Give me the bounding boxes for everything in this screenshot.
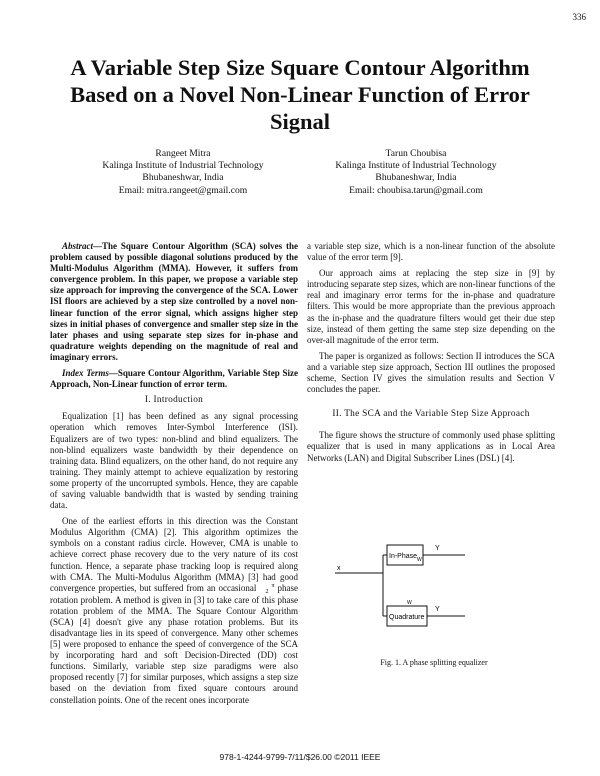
section-1-heading: I. Introduction <box>144 395 204 406</box>
author-location: Bhubaneshwar, India <box>142 172 224 184</box>
abstract <box>50 241 298 363</box>
paragraph <box>50 516 298 706</box>
author-affiliation: Kalinga Institute of Industrial Technology <box>335 160 497 172</box>
paragraph-text: phase rotation problem. A method is given in [3] to take care of this phase rotation problem of the MMA. The Square Contour Algorithm (SCA) [4] doesn't give any phase rotation problems. But its disadvantage lies in its speed of convergence. Many other schemes [5] were proposed to enhance the speed of convergence of the SCA by incorporating hard and soft Decision-Directed (DD) cost functions. Similarly, variable step size paradigms were also proposed recently [7] for similar purposes, which assigns a step size based on the deviation from fixed square contours around constellation points. One of the recent ones incorporate <box>50 582 298 705</box>
section-2-heading: II. The SCA and the Variable Step Size Approach <box>332 409 530 420</box>
inphase-weight-label: W <box>417 557 422 563</box>
left-column <box>50 241 298 711</box>
footer: 978-1-4244-9799-7/11/$26.00 ©2011 IEEE <box>219 752 381 762</box>
author-block-1 <box>78 148 288 197</box>
index-terms-label: Index Terms <box>62 368 109 379</box>
paragraph: The paper is organized as follows: Section II introduces the SCA and a variable step size approach, Section III outlines the proposed scheme, Section IV gives the simulation results and Section V concludes the paper. <box>307 350 555 395</box>
abstract-label: Abstract <box>62 241 94 251</box>
quadrature-weight-label: W <box>407 600 412 606</box>
paper-title: A Variable Step Size Square Contour Algorithm Based on a Novel Non-Linear Function of Error Signal <box>70 55 530 134</box>
index-terms <box>50 368 298 390</box>
paragraph: Our approach aims at replacing the step size in [9] by introducing separate step sizes, which are non-linear functions of the real and imaginary error terms for the in-phase and quadrature filters. This would be more appropriate than the previous approach as the in-phase and the quadrature filters would get their due step size, instead of them getting the same step size depending on the over-all magnitude of the error term. <box>307 268 555 345</box>
figure-caption: Fig. 1. A phase splitting equalizer <box>380 658 488 667</box>
quadrature-output-label: Y <box>435 606 440 613</box>
author-email: Email: choubisa.tarun@gmail.com <box>349 184 483 196</box>
paragraph: The figure shows the structure of commonly used phase splitting equalizer that is used in many applications as in Local Area Networks (LAN) and Digital Subscriber Lines (DSL) [4]. <box>307 430 555 463</box>
fraction-denominator: 2 <box>265 588 269 595</box>
abstract-text: —The Square Contour Algorithm (SCA) solves the problem caused by possible diagonal solutions produced by the Multi-Modulus Algorithm (MMA). However, it suffers from convergence problem. In this paper, we propose a variable step size approach for improving the convergence of the SCA. Lower ISI floors are achieved by a step size controlled by a novel non-linear function of the error signal, which assigns higher step sizes in initial phases of convergence and smaller step size in the later phases and using separate step sizes for in-phase and quadrature weights depending on the magnitude of real and imaginary errors. <box>50 241 298 362</box>
paragraph: a variable step size, which is a non-linear function of the absolute value of the error term [9]. <box>307 241 555 263</box>
inphase-label: In-Phase <box>389 553 418 560</box>
page-number: 336 <box>572 12 586 22</box>
paragraph-text: One of the earliest efforts in this direction was the Constant Modulus Algorithm (CMA) [2]. This algorithm optimizes the symbols on a constant radius circle. However, CMA is unable to achieve correct phase recovery due to the very nature of its cost function. Hence, a separate phase tracking loop is required along with CMA. The Multi-Modulus Algorithm (MMA) [3] had good convergence properties, but suffered from an occasional <box>50 516 298 593</box>
author-block-2 <box>311 148 521 197</box>
right-column <box>307 241 555 469</box>
inphase-output-label: Y <box>435 545 440 552</box>
index-terms-text: —Square Contour Algorithm, Variable Step Size Approach, Non-Linear function of error term. <box>50 368 298 390</box>
author-email: Email: mitra.rangeet@gmail.com <box>118 184 248 196</box>
paragraph: Equalization [1] has been defined as any signal processing operation which removes Inter-Symbol Interference (ISI). Equalizers are of two types: non-blind and blind equalizers. The non-blind equalizers waste bandwidth by their dependence on training data. Blind equalizers, on the other hand, do not require any training. They mainly attempt to achieve equalization by restoring some property of the uncorrupted symbols. Hence, they are capable of saving valuable bandwidth that is wasted by sending training data. <box>50 411 298 511</box>
quadrature-label: Quadrature <box>389 614 425 621</box>
author-location: Bhubaneshwar, India <box>375 172 457 184</box>
input-label: x <box>337 565 341 572</box>
author-name: Rangeet Mitra <box>155 148 211 159</box>
fraction-numerator: π <box>271 582 275 589</box>
author-name: Tarun Choubisa <box>385 148 447 159</box>
pi-over-2-fraction <box>259 583 274 595</box>
phase-splitting-diagram <box>335 530 565 640</box>
author-affiliation: Kalinga Institute of Industrial Technology <box>102 160 264 172</box>
